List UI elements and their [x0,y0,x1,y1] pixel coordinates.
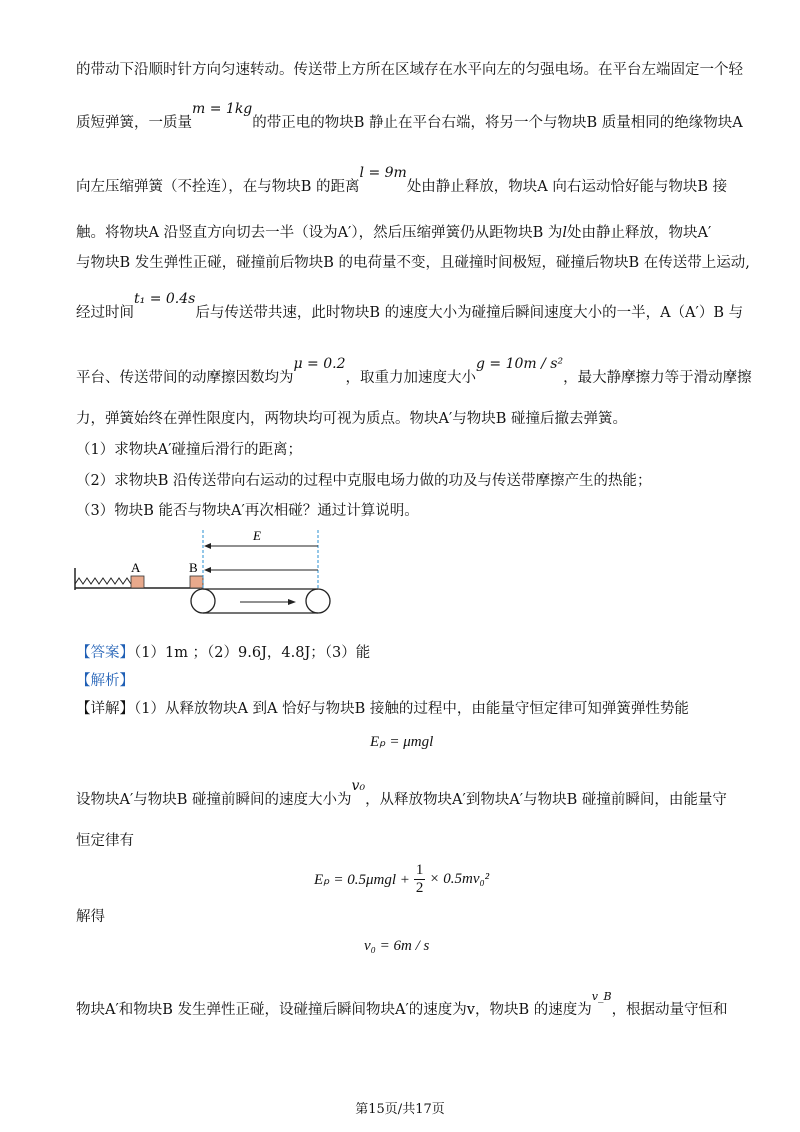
math-v0: v₀ [351,778,366,794]
analysis-line [76,671,134,691]
math-vb: v_B [591,990,612,1003]
paragraph-2 [76,778,727,810]
equation-2 [314,862,489,897]
text: 平台、传送带间的动摩擦因数均为 [76,370,294,386]
math-mass: m = 1kg [192,101,253,117]
text: 处由静止释放，物块A 向右运动恰好能与物块B 接 [406,179,728,195]
math-l: l [562,225,567,241]
text: ，从释放物块A′到物块A′与物块B 碰撞前瞬间，由能量守 [365,792,727,808]
problem-line-4 [76,223,711,243]
fraction-den: 2 [415,880,424,896]
text: ，根据动量守恒和 [611,1002,728,1018]
detail-tag: 【详解】 [76,701,134,717]
conveyor-figure [70,520,350,620]
math-distance: l = 9m [359,165,407,181]
equation-3: v₀ = 6m / s [364,938,430,954]
spring [75,578,131,584]
text: 后与传送带共速，此时物块B 的速度大小为碰撞后瞬间速度大小的一半，A（A′）B 与 [195,305,744,321]
problem-line-8: 力，弹簧始终在弹性限度内，两物块均可视为质点。物块A′与物块B 碰撞后撤去弹簧。 [76,411,628,427]
math-mu: μ = 0.2 [293,356,346,372]
detail-line [76,699,689,719]
problem-line-6 [76,291,744,323]
question-3: （3）物块B 能否与物块A′再次相碰？通过计算说明。 [76,503,419,519]
label-b: B [189,560,198,575]
paragraph-4: 解得 [76,909,105,925]
problem-line-5: 与物块B 发生弹性正碰，碰撞前后物块B 的电荷量不变，且碰撞时间极短，碰撞后物块B 在传送带上运动, [76,255,750,271]
problem-line-7 [76,356,752,388]
text: 设物块A′与物块B 碰撞前瞬间的速度大小为 [76,792,352,808]
answer-tag: 【答案】 [76,645,134,661]
text: 物块A′和物块B 发生弹性正碰，设碰撞后瞬间物块A′的速度为v，物块B 的速度为 [76,1002,592,1018]
paragraph-3: 恒定律有 [76,833,134,849]
label-a: A [131,560,141,575]
block-b [190,576,203,588]
text: 向左压缩弹簧（不拴连），在与物块B 的距离 [76,179,360,195]
page-footer: 第15页/共17页 [355,1102,445,1117]
block-a [131,576,144,588]
problem-line-2 [76,101,743,133]
question-1: （1）求物块A′碰撞后滑行的距离； [76,442,302,458]
detail-text: （1）从释放物块A 到A 恰好与物块B 接触的过程中，由能量守恒定律可知弹簧弹性势能 [134,701,689,717]
text: 经过时间 [76,305,134,321]
conveyor-belt [191,589,330,613]
math-g: g = 10m / s² [476,356,564,372]
math-time: t₁ = 0.4s [134,291,196,307]
paragraph-5 [76,990,728,1021]
question-2: （2）求物块B 沿传送带向右运动的过程中克服电场力做的功及与传送带摩擦产生的热能； [76,473,652,489]
text: ，最大静摩擦力等于滑动摩擦 [563,370,752,386]
text: 触。将物块A 沿竖直方向切去一半（设为A′），然后压缩弹簧仍从距物块B 为 [76,225,563,241]
text: 的带正电的物块B 静止在平台右端，将另一个与物块B 质量相同的绝缘物块A [252,115,743,131]
eq2-lhs: Eₚ = 0.5μmgl + [314,872,410,888]
text: 处由静止释放，物块A′ [567,225,712,241]
text: ，取重力加速度大小 [345,370,476,386]
eq2-rhs: × 0.5mv₀² [429,871,490,887]
problem-line-3 [76,165,728,197]
problem-line-1: 的带动下沿顺时针方向匀速转动。传送带上方所在区域存在水平向左的匀强电场。在平台左端固定一个轻 [76,62,743,78]
fraction-num: 1 [415,862,424,878]
fraction [414,862,426,897]
label-e: E [253,528,261,543]
answer-text: （1）1m ；（2）9.6J，4.8J；（3）能 [134,645,371,661]
answer-line [76,643,370,663]
text: 质短弹簧，一质量 [76,115,192,131]
analysis-tag: 【解析】 [76,673,134,689]
equation-1: Eₚ = μmgl [370,734,434,750]
